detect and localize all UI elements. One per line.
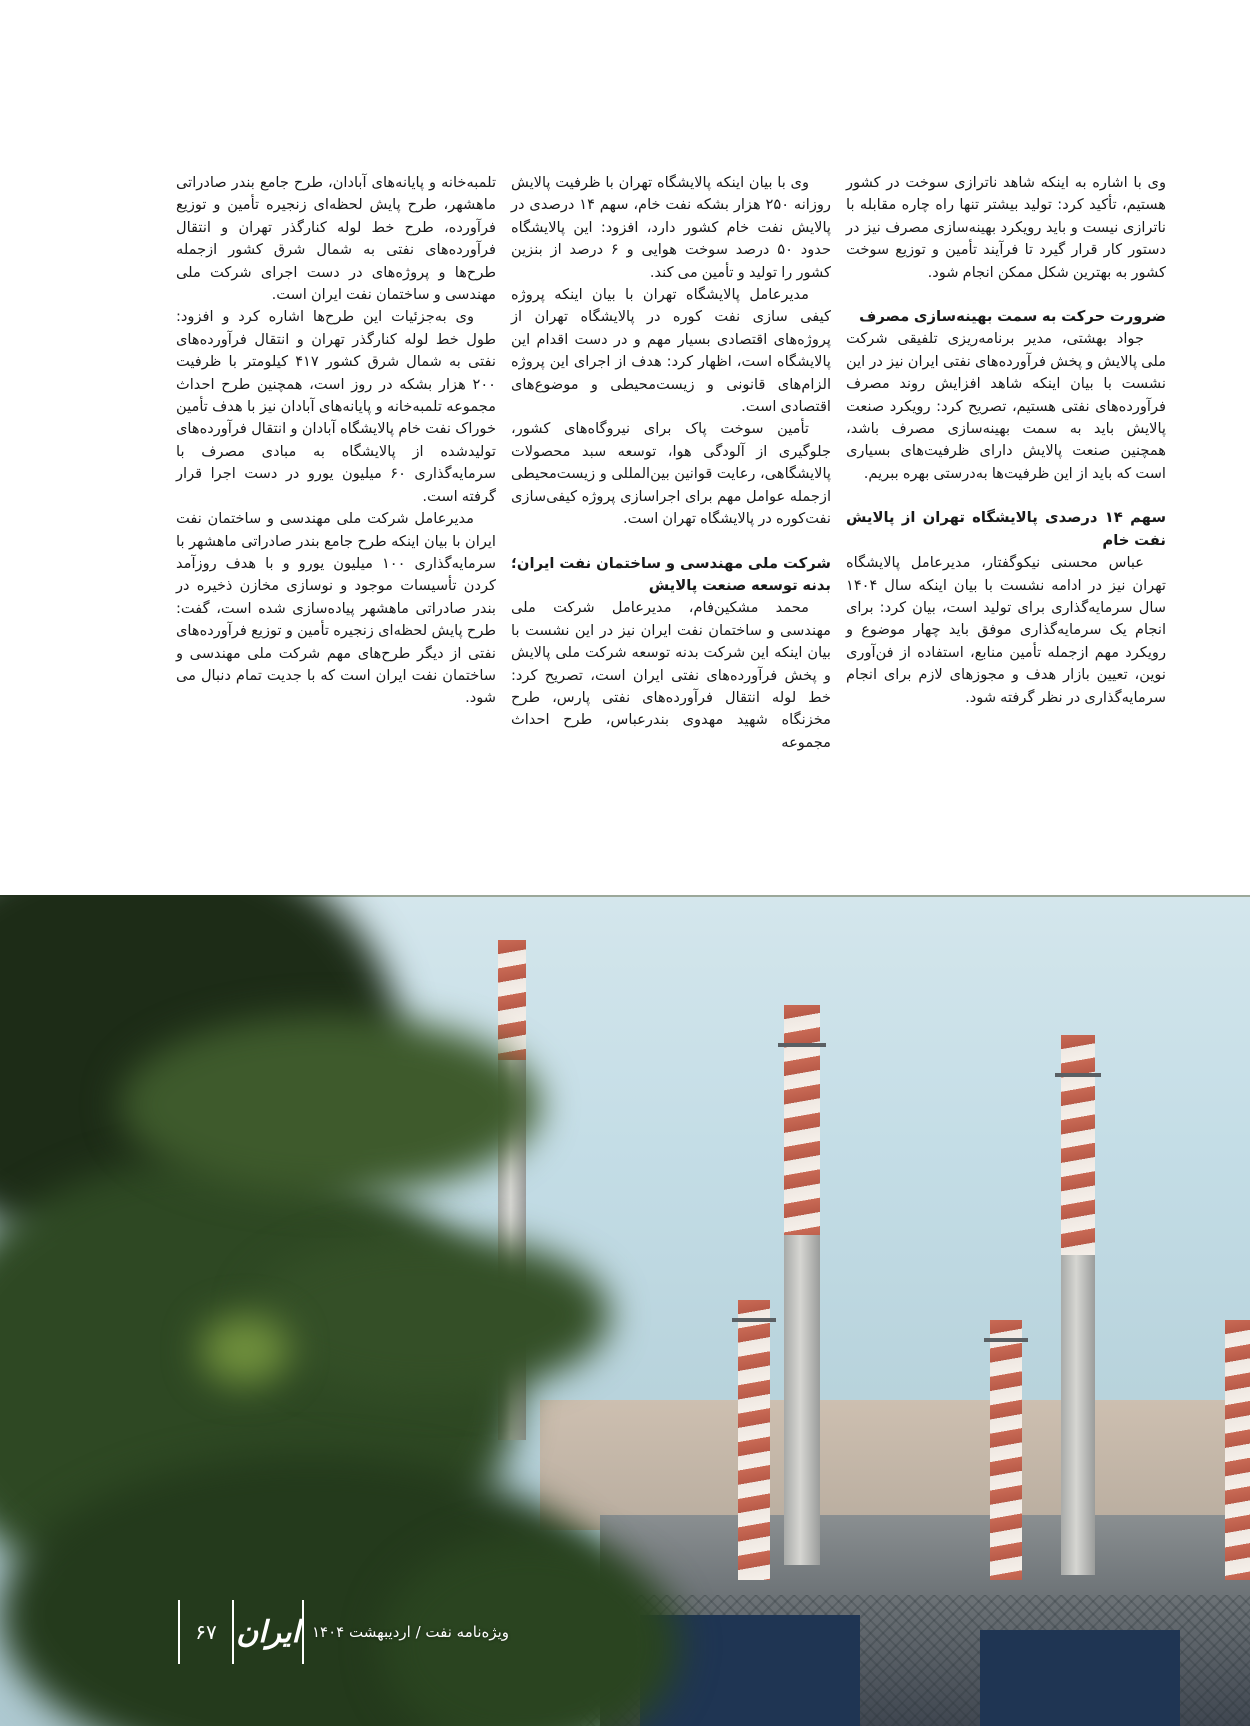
paragraph-gap [511,531,831,553]
body-paragraph: وی به‌جزئیات این طرح‌ها اشاره کرد و افزود: طول خط لوله کنارگذر تهران و انتقال فرآورده‌های نفتی به شمال شرق کشور ۴۱۷ کیلومتر با ظرفیت ۲۰۰ هزار بشکه در روز است، همچنین طرح احداث مجموعه تلمبه‌خانه و پایانه‌های آبادان نیز با هدف تأمین خوراک نفت خام پالایشگاه آبادان و انتقال فرآورده‌های تولیدشده از پالایشگاه به مبادی مصرف با سرمایه‌گذاری ۶۰ میلیون یورو در دست اجرا قرار گرفته است. [176,308,496,505]
body-paragraph: مدیرعامل شرکت ملی مهندسی و ساختمان نفت ایران با بیان اینکه طرح جامع بندر صادراتی ماهشهر با سرمایه‌گذاری ۱۰۰ میلیون یورو و با هدف روزآمد کردن تأسیسات موجود و نوسازی مخازن ذخیره در بندر صادراتی ماهشهر پیاده‌سازی شده است، گفت: طرح پایش لحظه‌ای زنجیره تأمین و توزیع فرآورده‌های نفتی از دیگر طرح‌های مهم شرکت ملی مهندسی و ساختمان نفت ایران است که با جدیت تمام دنبال می شود. [176,510,497,707]
body-paragraph: عباس محسنی نیکوگفتار، مدیرعامل پالایشگاه تهران نیز در ادامه نشست با بیان اینکه سال ۱۴۰۴ سال سرمایه‌گذاری برای تولید است، بیان کرد: برای انجام یک سرمایه‌گذاری موفق باید چهار موضوع و رویکرد مهم ازجمله تأمین منابع، استفاده از فن‌آوری نوین، تعیین بازار هدف و مجوزهای لازم برای انجام سرمایه‌گذاری در نظر گرفته شود. [846,554,1166,706]
paragraph-gap [846,485,1166,507]
article-column-right [846,172,1166,709]
section-heading: سهم ۱۴ درصدی پالایشگاه تهران از پالایش نفت خام [846,509,1167,549]
section-heading: ضرورت حرکت به سمت بهینه‌سازی مصرف [859,308,1166,326]
chimney [990,1320,1022,1580]
chimney [738,1300,770,1580]
page-footer [178,1600,538,1664]
refinery-building [540,1400,1250,1530]
chimney [1061,1035,1095,1575]
article-column-middle [511,172,831,754]
blue-containers [980,1630,1180,1726]
foliage [120,1015,540,1195]
issue-label: ویژه‌نامه نفت / اردیبهشت ۱۴۰۴ [312,1623,510,1641]
publication-logo: ایران [236,1614,300,1650]
foliage [250,1235,610,1395]
paragraph-gap [846,284,1166,306]
chimney [784,1005,820,1565]
section-heading: شرکت ملی مهندسی و ساختمان نفت ایران؛ بدنه توسعه صنعت پالایش [511,554,831,594]
article-column-left [176,172,496,710]
foliage-highlight [200,1315,290,1385]
body-paragraph: جواد بهشتی، مدیر برنامه‌ریزی تلفیقی شرکت ملی پالایش و پخش فرآورده‌های نفتی ایران نیز در این نشست با بیان اینکه شاهد افزایش روند مصرف فرآورده‌های نفتی هستیم، تصریح کرد: رویکرد صنعت پالایش باید به سمت بهینه‌سازی مصرف باشد، همچنین صنعت پالایش دارای ظرفیت‌های بسیاری است که باید از این ظرفیت‌ها به‌درستی بهره ببریم. [846,330,1166,482]
chimney [1225,1320,1250,1580]
body-paragraph: تأمین سوخت پاک برای نیروگاه‌های کشور، جلوگیری از آلودگی هوا، توسعه سبد محصولات پالایشگاهی، رعایت قوانین بین‌المللی و زیست‌محیطی ازجمله عوامل مهم برای اجراسازی پروژه کیفی‌سازی نفت‌کوره در پالایشگاه تهران است. [511,420,831,528]
body-paragraph: تلمبه‌خانه و پایانه‌های آبادان، طرح جامع بندر صادراتی ماهشهر، طرح پایش لحظه‌ای زنجیره تأمین و توزیع فرآورده، طرح خط لوله کنارگذر تهران و انتقال فرآورده‌های نفتی به شمال شرق کشور ازجمله طرح‌ها و پروژه‌های در دست اجرای شرکت ملی مهندسی و ساختمان نفت ایران است. [176,174,496,304]
body-paragraph: وی با اشاره به اینکه شاهد ناترازی سوخت در کشور هستیم، تأکید کرد: تولید بیشتر تنها راه چاره مقابله با ناترازی نیست و باید رویکرد بهینه‌سازی مصرف نیز در دستور کار قرار گیرد تا فرآیند تأمین و توزیع سوخت کشور به بهترین شکل ممکن انجام شود. [846,174,1166,281]
body-paragraph: محمد مشکین‌فام، مدیرعامل شرکت ملی مهندسی و ساختمان نفت ایران نیز در این نشست با بیان اینکه این شرکت بدنه توسعه شرکت ملی پالایش و پخش فرآورده‌های نفتی ایران است، تصریح کرد: خط لوله انتقال فرآورده‌های نفتی پارس، طرح مخزنگاه شهید مهدوی بندرعباس، طرح احداث مجموعه [511,599,831,751]
body-paragraph: وی با بیان اینکه پالایشگاه تهران با ظرفیت پالایش روزانه ۲۵۰ هزار بشکه نفت خام، سهم ۱۴ درصدی در پالایش نفت خام کشور دارد، افزود: این پالایشگاه حدود ۵۰ درصد سوخت هوایی و ۶ درصد از بنزین کشور را تولید و تأمین می کند. [511,174,831,281]
body-paragraph: مدیرعامل پالایشگاه تهران با بیان اینکه پروژه کیفی سازی نفت کوره در پالایشگاه تهران از پروژه‌های اقتصادی بسیار مهم و در دست اقدام این پالایشگاه است، اظهار کرد: هدف از اجرای این پروژه الزام‌های قانونی و زیست‌محیطی و موضوع‌های اقتصادی است. [511,286,831,416]
page-number: ۶۷ [195,1620,217,1644]
